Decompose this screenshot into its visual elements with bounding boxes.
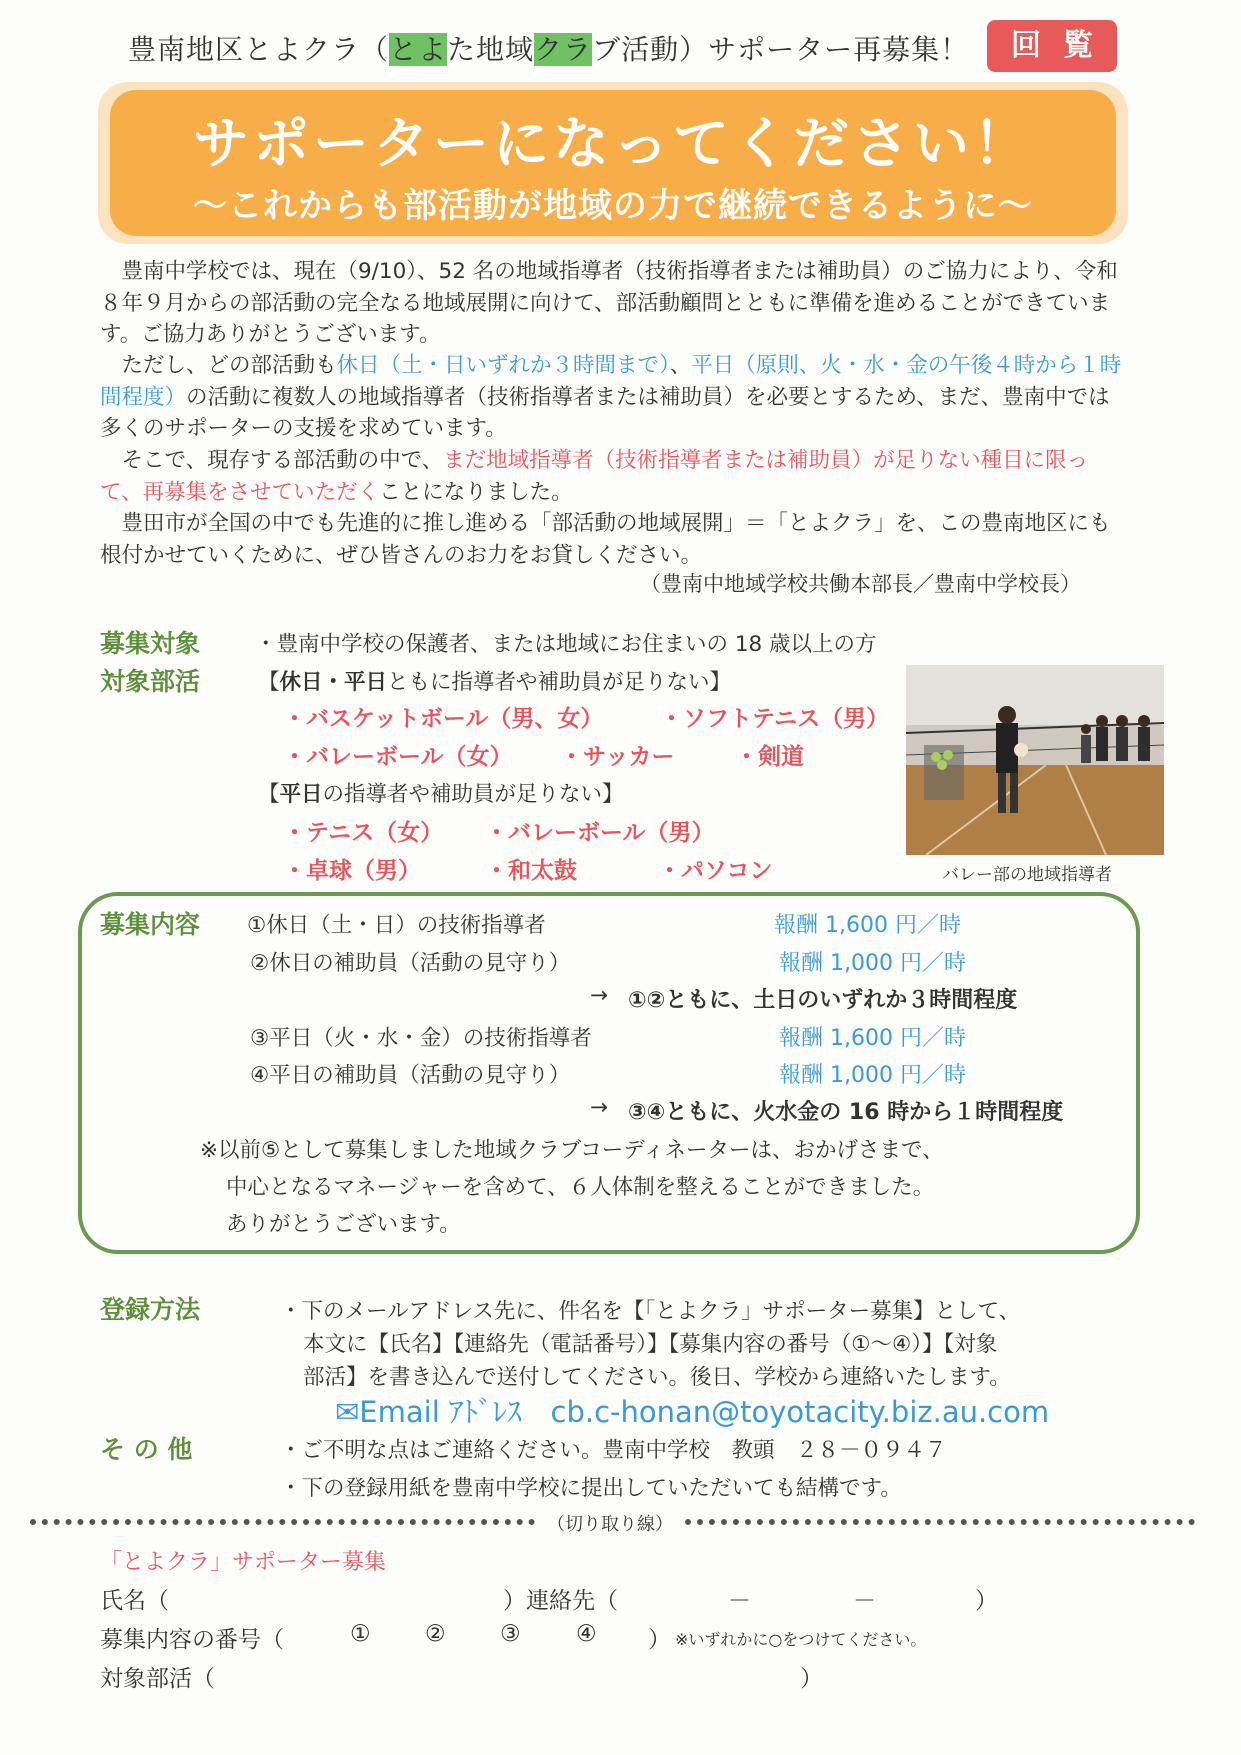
option-1[interactable]: ① <box>350 1621 371 1647</box>
email-label: ✉Email ｱﾄﾞﾚｽ <box>335 1395 522 1429</box>
email-address: cb.c-honan@toyotacity.biz.au.com <box>550 1395 1050 1429</box>
email-line[interactable] <box>335 1390 1049 1431</box>
header-title: 豊南地区とよクラ（とよた地域クラブ活動）サポーター再募集！ <box>128 33 970 66</box>
volleyball-photo <box>906 665 1164 855</box>
other-label: そ の 他 <box>100 1435 193 1464</box>
highlight-kura: クラ <box>534 33 593 66</box>
recruit-note-2: 中心となるマネージャーを含めて、６人体制を整えることができました。 <box>226 1175 935 1200</box>
cut-line-left <box>30 1519 535 1525</box>
cut-line-right <box>685 1519 1195 1525</box>
club-item: ・バスケットボール（男、女） <box>283 706 604 732</box>
name-field[interactable] <box>168 1580 498 1610</box>
register-label: 登録方法 <box>100 1295 201 1324</box>
name-label: 氏名（ <box>100 1588 169 1614</box>
recruit-schedule-1: ①②ともに、土日のいずれか３時間程度 <box>628 988 1018 1013</box>
recruit-note-3: ありがとうございます。 <box>226 1212 461 1237</box>
club-item: ・和太鼓 <box>485 858 577 884</box>
club-label: 対象部活（ <box>100 1666 215 1692</box>
arrow-2: → <box>590 1095 609 1120</box>
number-close: ） <box>648 1627 671 1653</box>
recruit-schedule-2: ③④ともに、火水金の 16 時から１時間程度 <box>628 1100 1064 1125</box>
option-2[interactable]: ② <box>425 1621 446 1647</box>
club-item: ・剣道 <box>735 744 804 770</box>
highlight-toyo: とよ <box>389 33 448 66</box>
recruit-pay-1: 報酬 1,600 円／時 <box>774 913 961 938</box>
recruit-item-1: ①休日（土・日）の技術指導者 <box>247 913 546 938</box>
club-close: ） <box>800 1666 823 1692</box>
intro-paragraph-4: 豊田市が全国の中でも先進的に推し進める「部活動の地域展開」＝「とよクラ」を、この豊南地区にも根付かせていくために、ぜひ皆さんのお力をお貸しください。 <box>100 511 1111 568</box>
circulation-badge: 回覧 <box>987 20 1117 72</box>
club-item: ・パソコン <box>658 858 773 884</box>
club-item: ・テニス（女） <box>283 820 444 846</box>
photo-caption: バレー部の地域指導者 <box>942 865 1112 885</box>
arrow-1: → <box>590 983 609 1008</box>
other-line-2: ・下の登録用紙を豊南中学校に提出していただいても結構です。 <box>280 1476 902 1501</box>
register-line-3: 部活】を書き込んで送付してください。後日、学校から連絡いたします。 <box>303 1365 1011 1390</box>
clubs-group1-heading: 【休日・平日ともに指導者や補助員が足りない】 <box>258 670 732 695</box>
other-line-1: ・ご不明な点はご連絡ください。豊南中学校 教頭 ２８－０９４７ <box>280 1438 947 1463</box>
register-line-1: ・下のメールアドレス先に、件名を【「とよクラ」サポーター募集】として、 <box>280 1299 1021 1324</box>
recruit-pay-3: 報酬 1,600 円／時 <box>779 1026 966 1051</box>
club-item: ・バレーボール（女） <box>283 744 513 770</box>
club-item: ・卓球（男） <box>283 858 421 884</box>
recruit-note-1: ※以前⑤として募集しました地域クラブコーディネーターは、おかげさまで、 <box>200 1138 944 1163</box>
option-4[interactable]: ④ <box>576 1621 597 1647</box>
recruit-item-3: ③平日（火・水・金）の技術指導者 <box>250 1026 592 1051</box>
recruit-item-2: ②休日の補助員（活動の見守り） <box>250 951 571 976</box>
register-line-2: 本文に【氏名】【連絡先（電話番号）】【募集内容の番号（①～④）】【対象 <box>303 1332 998 1357</box>
target-label: 募集対象 <box>100 629 201 658</box>
intro-paragraph-2: ただし、どの部活動も休日（土・日いずれか３時間まで）、平日（原則、火・水・金の午後４時から１時間程度）の活動に複数人の地域指導者（技術指導者または補助員）を必要とするため、まだ、豊南中では多くのサポーターの支援を求めています。 <box>100 353 1122 441</box>
signature: （豊南中地域学校共働本部長／豊南中学校長） <box>640 572 1081 596</box>
recruit-item-4: ④平日の補助員（活動の見守り） <box>250 1063 571 1088</box>
club-item: ・バレーボール（男） <box>485 820 715 846</box>
club-field[interactable] <box>225 1658 795 1688</box>
clubs-label: 対象部活 <box>100 667 201 696</box>
banner-title: サポーターになってください！ <box>193 112 1033 177</box>
phone-dash-2: － <box>853 1588 876 1614</box>
phone-dash-1: － <box>728 1588 751 1614</box>
clubs-group2-heading: 【平日の指導者や補助員が足りない】 <box>258 782 624 807</box>
contact-field[interactable] <box>630 1580 975 1610</box>
club-item: ・ソフトテニス（男） <box>660 706 890 732</box>
recruit-pay-4: 報酬 1,000 円／時 <box>779 1063 966 1088</box>
banner-subtitle: ～これからも部活動が地域の力で継続できるように～ <box>193 186 1033 226</box>
intro-paragraph-1: 豊南中学校では、現在（9/10）、52 名の地域指導者（技術指導者または補助員）のご協力により、令和８年９月からの部活動の完全なる地域展開に向けて、部活動顧問とともに準備を進めることができています。ご協力ありがとうございます。 <box>100 259 1118 347</box>
number-label: 募集内容の番号（ <box>100 1627 284 1653</box>
cut-line-label: （切り取り線） <box>547 1514 673 1535</box>
option-3[interactable]: ③ <box>500 1621 521 1647</box>
form-title: 「とよクラ」サポーター募集 <box>100 1550 387 1575</box>
recruit-pay-2: 報酬 1,000 円／時 <box>779 951 966 976</box>
contact-label: ）連絡先（ <box>503 1588 618 1614</box>
recruit-label: 募集内容 <box>100 910 201 939</box>
number-note: ※いずれかに○をつけてください。 <box>675 1630 927 1649</box>
target-text: ・豊南中学校の保護者、または地域にお住まいの 18 歳以上の方 <box>255 632 877 657</box>
intro-paragraph-3: そこで、現存する部活動の中で、まだ地域指導者（技術指導者または補助員）が足りない種目に限って、再募集をさせていただくことになりました。 <box>100 448 1089 505</box>
contact-close: ） <box>975 1588 998 1614</box>
club-item: ・サッカー <box>560 744 675 770</box>
